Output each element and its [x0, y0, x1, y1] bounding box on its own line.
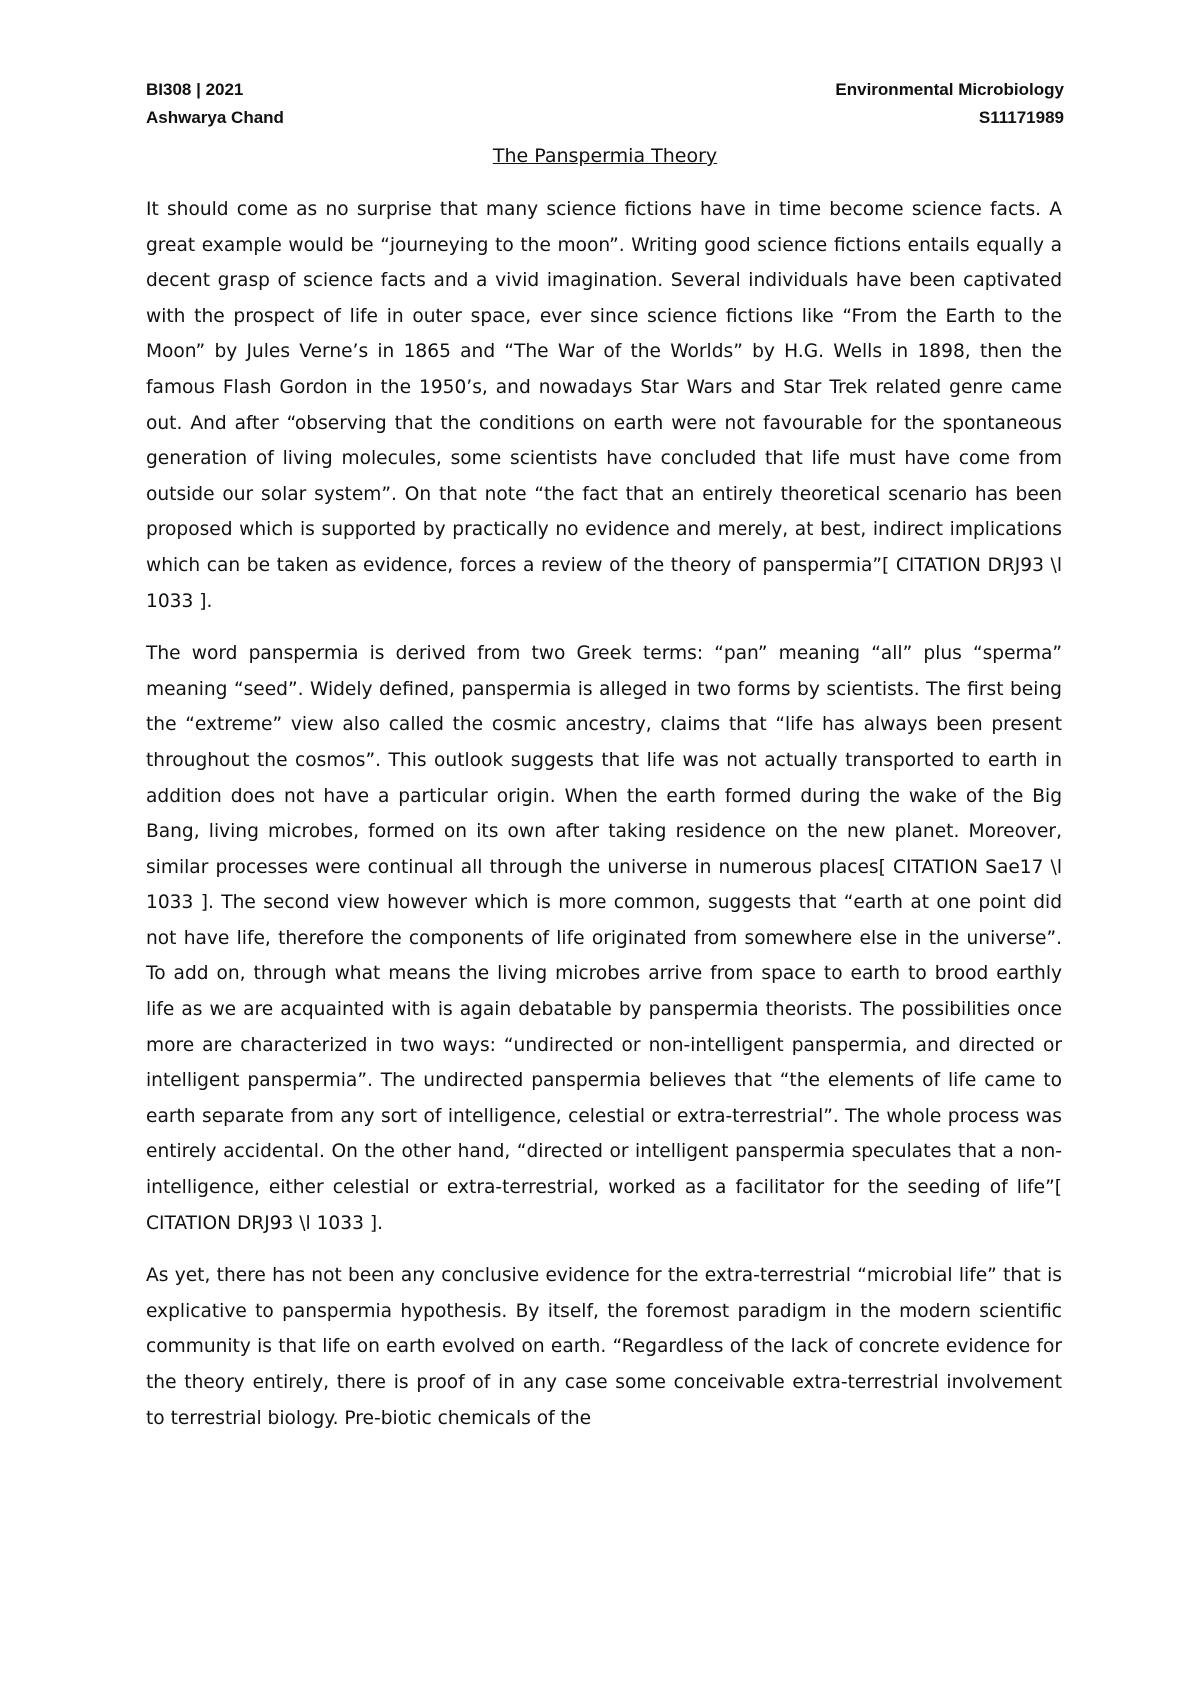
header-right: [835, 76, 1064, 132]
header-left: [146, 76, 284, 132]
paragraph-3: As yet, there has not been any conclusive evidence for the extra-terrestrial “microbial life” that is explicative to panspermia hypothesis. By itself, the foremost paradigm in the modern scientific community is that life on earth evolved on earth. “Regardless of the lack of concrete evidence for the theory entirely, there is proof of in any case some conceivable extra-terrestrial involvement to terrestrial biology. Pre-biotic chemicals of the: [146, 1265, 1062, 1429]
page-title: The Panspermia Theory: [492, 145, 718, 167]
subject-name: Environmental Microbiology: [835, 80, 1064, 99]
course-code: BI308 | 2021: [146, 80, 244, 99]
paragraph-1: It should come as no surprise that many science fictions have in time become science facts. A great example would be “journeying to the moon”. Writing good science fictions entails equally a decent grasp of science facts and a vivid imagination. Several individuals have been captivated with the prospect of life in outer space, ever since science fictions like “From the Earth to the Moon” by Jules Verne’s in 1865 and “The War of the Worlds” by H.G. Wells in 1898, then the famous Flash Gordon in the 1950’s, and nowadays Star Wars and Star Trek related genre came out. And after “observing that the conditions on earth were not favourable for the spontaneous generation of living molecules, some scientists have concluded that life must have come from outside our solar system”. On that note “the fact that an entirely theoretical scenario has been proposed which is supported by practically no evidence and merely, at best, indirect implications which can be taken as evidence, forces a review of the theory of panspermia”[ CITATION DRJ93 \l 1033 ].: [146, 199, 1062, 612]
student-id: S11171989: [978, 108, 1064, 127]
paragraph-2: The word panspermia is derived from two Greek terms: “pan” meaning “all” plus “sperma” meaning “seed”. Widely defined, panspermia is alleged in two forms by scientists. The first being the “extreme” view also called the cosmic ancestry, claims that “life has always been present throughout the cosmos”. This outlook suggests that life was not actually transported to earth in addition does not have a particular origin. When the earth formed during the wake of the Big Bang, living microbes, formed on its own after taking residence on the new planet. Moreover, similar processes were continual all through the universe in numerous places[ CITATION Sae17 \l 1033 ]. The second view however which is more common, suggests that “earth at one point did not have life, therefore the components of life originated from somewhere else in the universe”. To add on, through what means the living microbes arrive from space to earth to brood earthly life as we are acquainted with is again debatable by panspermia theorists. The possibilities once more are characterized in two ways: “undirected or non-intelligent panspermia, and directed or intelligent panspermia”. The undirected panspermia believes that “the elements of life came to earth separate from any sort of intelligence, celestial or extra-terrestrial”. The whole process was entirely accidental. On the other hand, “directed or intelligent panspermia speculates that a non-intelligence, either celestial or extra-terrestrial, worked as a facilitator for the seeding of life”[ CITATION DRJ93 \l 1033 ].: [146, 643, 1062, 1234]
document-body: [146, 192, 1062, 1453]
author-name: Ashwarya Chand: [146, 108, 284, 127]
